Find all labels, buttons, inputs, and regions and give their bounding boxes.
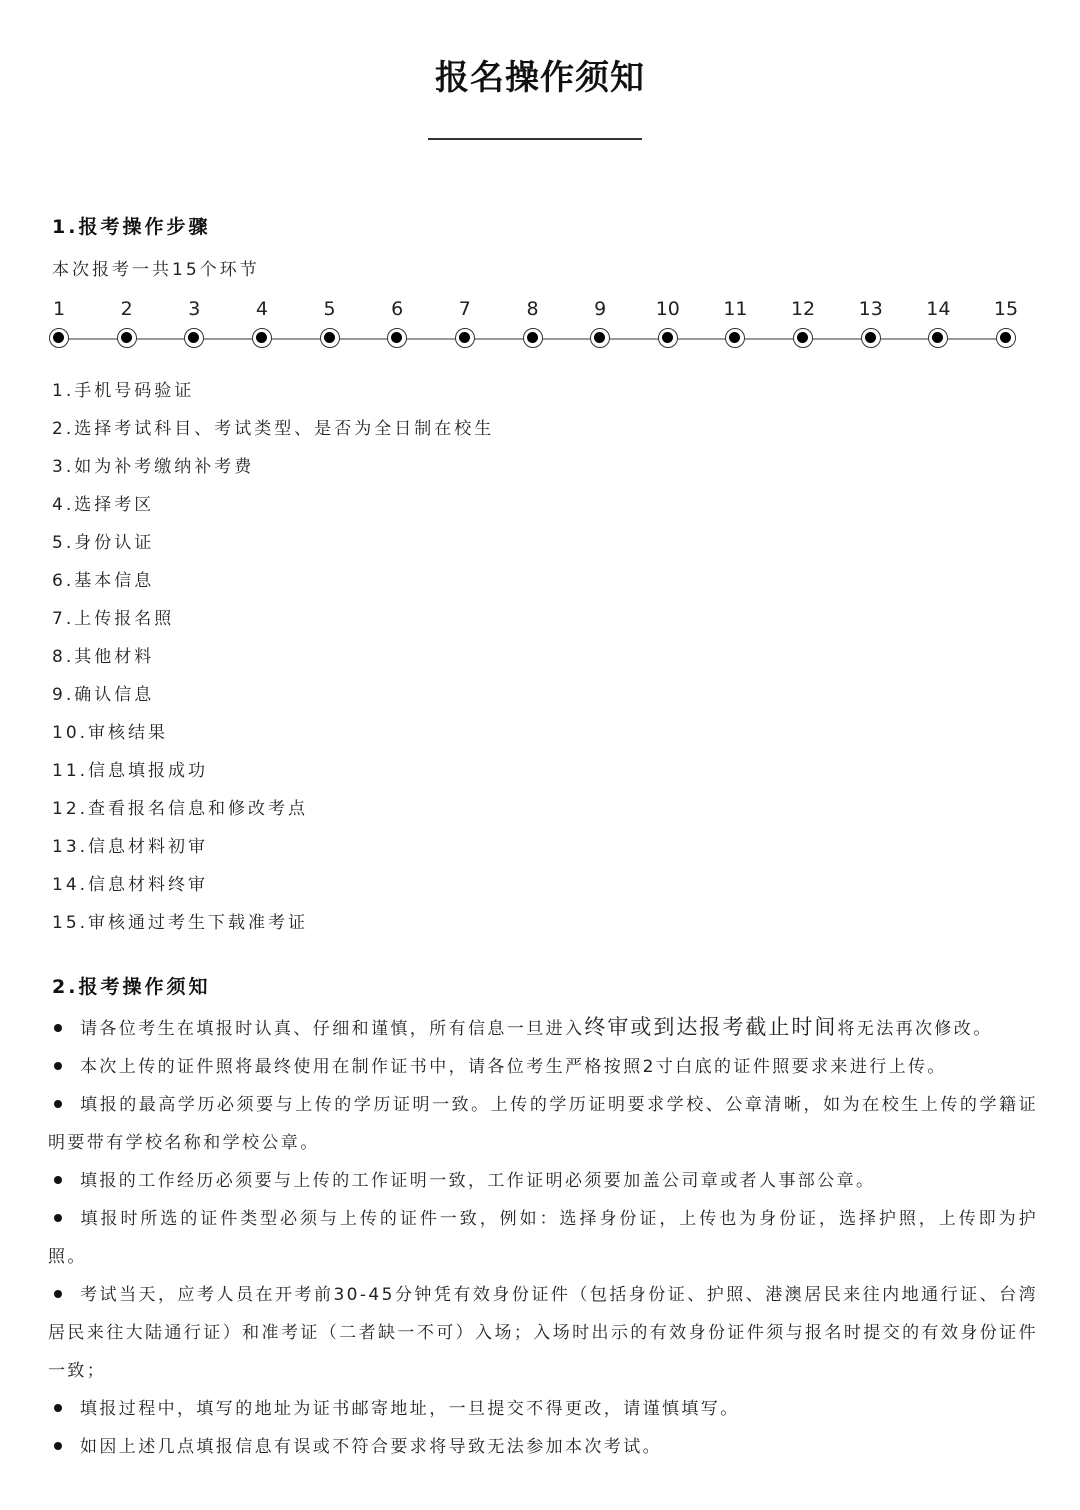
timeline-step-number: 4 bbox=[255, 298, 268, 320]
timeline-step-number: 8 bbox=[526, 298, 539, 320]
timeline-dot-icon bbox=[455, 328, 475, 348]
timeline-node bbox=[107, 296, 147, 348]
step-item: 4.选择考区 bbox=[52, 495, 155, 515]
timeline-dot-icon bbox=[387, 328, 407, 348]
timeline-step-number: 2 bbox=[120, 298, 133, 320]
bullet-icon bbox=[54, 1214, 62, 1222]
timeline-dot-icon bbox=[996, 328, 1016, 348]
timeline-dot-icon bbox=[49, 328, 69, 348]
timeline-dot-icon bbox=[320, 328, 340, 348]
notice-text: 考试当天，应考人员在开考前30-45分钟凭有效身份证件（包括身份证、护照、港澳居民来往内地通行证、台湾居民来往大陆通行证）和准考证（二者缺一不可）入场；入场时出示的有效身份证件须与报名时提交的有效身份证件一致； bbox=[48, 1285, 1038, 1381]
notice-text: 填报时所选的证件类型必须与上传的证件一致，例如：选择身份证，上传也为身份证，选择护照，上传即为护照。 bbox=[48, 1209, 1038, 1267]
timeline-step-number: 12 bbox=[790, 298, 816, 320]
step-item: 3.如为补考缴纳补考费 bbox=[52, 457, 255, 477]
step-item: 14.信息材料终审 bbox=[52, 875, 209, 895]
timeline-dot-icon bbox=[928, 328, 948, 348]
step-item: 2.选择考试科目、考试类型、是否为全日制在校生 bbox=[52, 419, 495, 439]
timeline-node bbox=[783, 296, 823, 348]
bullet-icon bbox=[54, 1290, 62, 1298]
notice-item bbox=[48, 1276, 1038, 1390]
timeline-node bbox=[986, 296, 1026, 348]
notice-text: 本次上传的证件照将最终使用在制作证书中，请各位考生严格按照2寸白底的证件照要求来进行上传。 bbox=[80, 1057, 947, 1077]
timeline-dot-icon bbox=[725, 328, 745, 348]
timeline-dot-icon bbox=[184, 328, 204, 348]
notice-text: 如因上述几点填报信息有误或不符合要求将导致无法参加本次考试。 bbox=[80, 1437, 662, 1457]
bullet-icon bbox=[54, 1024, 62, 1032]
page-title: 报名操作须知 bbox=[435, 58, 645, 98]
timeline-node bbox=[174, 296, 214, 348]
timeline-node bbox=[715, 296, 755, 348]
step-list bbox=[52, 378, 494, 948]
step-item: 13.信息材料初审 bbox=[52, 837, 209, 857]
timeline-step-number: 9 bbox=[594, 298, 607, 320]
timeline-node bbox=[918, 296, 958, 348]
timeline-dot-icon bbox=[523, 328, 543, 348]
step-item: 6.基本信息 bbox=[52, 571, 155, 591]
notice-list bbox=[48, 1008, 1038, 1466]
timeline-dot-icon bbox=[117, 328, 137, 348]
timeline-dot-icon bbox=[658, 328, 678, 348]
timeline-step-number: 10 bbox=[655, 298, 680, 320]
notice-text: 请各位考生在填报时认真、仔细和谨慎，所有信息一旦进入 bbox=[80, 1019, 585, 1039]
notice-text: 填报过程中，填写的地址为证书邮寄地址，一旦提交不得更改，请谨慎填写。 bbox=[80, 1399, 740, 1419]
timeline-dot-icon bbox=[793, 328, 813, 348]
timeline-node bbox=[580, 296, 620, 348]
timeline-step-number: 7 bbox=[458, 298, 471, 320]
notice-emphasis: 终审或到达报考截止时间 bbox=[584, 1015, 838, 1039]
bullet-icon bbox=[54, 1176, 62, 1184]
timeline-node bbox=[310, 296, 350, 348]
timeline-step-number: 3 bbox=[188, 298, 201, 320]
step-timeline bbox=[0, 296, 1080, 356]
bullet-icon bbox=[54, 1100, 62, 1108]
step-item: 8.其他材料 bbox=[52, 647, 155, 667]
timeline-dot-icon bbox=[861, 328, 881, 348]
notice-item bbox=[48, 1428, 1038, 1466]
title-divider bbox=[428, 138, 642, 140]
step-item: 11.信息填报成功 bbox=[52, 761, 209, 781]
bullet-icon bbox=[54, 1442, 62, 1450]
steps-summary: 本次报考一共15个环节 bbox=[52, 260, 260, 280]
step-item: 7.上传报名照 bbox=[52, 609, 175, 629]
step-item: 1.手机号码验证 bbox=[52, 381, 195, 401]
notice-item bbox=[48, 1200, 1038, 1276]
timeline-node bbox=[513, 296, 553, 348]
timeline-step-number: 15 bbox=[993, 298, 1019, 320]
timeline-dot-icon bbox=[590, 328, 610, 348]
notice-item bbox=[48, 1162, 1038, 1200]
notice-text: 填报的工作经历必须要与上传的工作证明一致，工作证明必须要加盖公司章或者人事部公章。 bbox=[80, 1171, 876, 1191]
timeline-node bbox=[648, 296, 688, 348]
timeline-step-number: 6 bbox=[391, 298, 404, 320]
notice-item bbox=[48, 1048, 1038, 1086]
section-heading-steps: 1.报考操作步骤 bbox=[52, 216, 211, 238]
step-item: 9.确认信息 bbox=[52, 685, 155, 705]
timeline-node bbox=[242, 296, 282, 348]
timeline-node bbox=[445, 296, 485, 348]
step-item: 5.身份认证 bbox=[52, 533, 155, 553]
step-item: 10.审核结果 bbox=[52, 723, 169, 743]
step-item: 12.查看报名信息和修改考点 bbox=[52, 799, 309, 819]
notice-item bbox=[48, 1390, 1038, 1428]
bullet-icon bbox=[54, 1404, 62, 1412]
timeline-step-number: 13 bbox=[858, 298, 883, 320]
timeline-step-number: 5 bbox=[323, 298, 336, 320]
timeline-step-number: 14 bbox=[926, 298, 951, 320]
bullet-icon bbox=[54, 1062, 62, 1070]
timeline-step-number: 1 bbox=[52, 298, 66, 320]
timeline-node bbox=[377, 296, 417, 348]
section-heading-notices: 2.报考操作须知 bbox=[52, 976, 211, 998]
timeline-step-number: 11 bbox=[723, 298, 748, 320]
notice-text: 将无法再次修改。 bbox=[837, 1019, 993, 1039]
step-item: 15.审核通过考生下载准考证 bbox=[52, 913, 309, 933]
timeline-node bbox=[851, 296, 891, 348]
timeline-dot-icon bbox=[252, 328, 272, 348]
notice-item bbox=[48, 1086, 1038, 1162]
notice-text: 填报的最高学历必须要与上传的学历证明一致。上传的学历证明要求学校、公章清晰，如为在校生上传的学籍证明要带有学校名称和学校公章。 bbox=[48, 1095, 1038, 1153]
notice-item bbox=[48, 1008, 1038, 1048]
timeline-node bbox=[39, 296, 79, 348]
